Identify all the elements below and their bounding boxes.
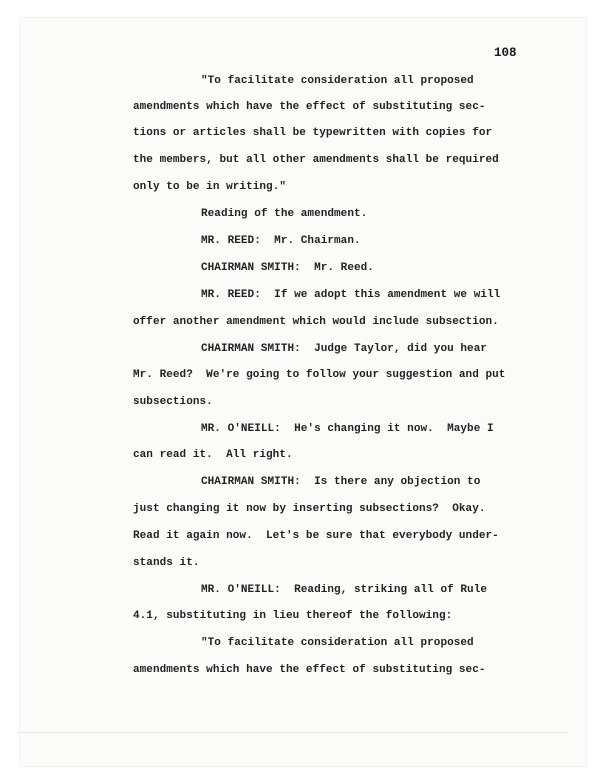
text-line: can read it. All right. [133, 449, 293, 461]
page-number: 108 [494, 46, 517, 60]
text-line: CHAIRMAN SMITH: Is there any objection to [201, 476, 481, 488]
text-line: MR. O'NEILL: Reading, striking all of Rule [201, 584, 487, 596]
text-line: MR. REED: Mr. Chairman. [201, 235, 361, 247]
text-line: MR. O'NEILL: He's changing it now. Maybe I [201, 423, 494, 435]
text-line: 4.1, substituting in lieu thereof the following: [133, 610, 453, 622]
text-line: CHAIRMAN SMITH: Mr. Reed. [201, 262, 374, 274]
text-line: "To facilitate consideration all proposed [201, 75, 474, 87]
text-line: tions or articles shall be typewritten with copies for [133, 127, 493, 139]
text-line: amendments which have the effect of substituting sec- [133, 101, 486, 113]
text-line: stands it. [133, 557, 200, 569]
text-line: the members, but all other amendments shall be required [133, 154, 499, 166]
text-line: MR. REED: If we adopt this amendment we will [201, 289, 501, 301]
text-line: Reading of the amendment. [201, 208, 368, 220]
text-line: subsections. [133, 396, 213, 408]
text-line: CHAIRMAN SMITH: Judge Taylor, did you hear [201, 343, 487, 355]
text-line: Mr. Reed? We're going to follow your suggestion and put [133, 369, 506, 381]
text-line: amendments which have the effect of substituting sec- [133, 664, 486, 676]
text-line: Read it again now. Let's be sure that everybody under- [133, 530, 499, 542]
text-line: just changing it now by inserting subsections? Okay. [133, 503, 486, 515]
text-line: only to be in writing." [133, 181, 286, 193]
text-line: "To facilitate consideration all proposed [201, 637, 474, 649]
text-line: offer another amendment which would include subsection. [133, 316, 499, 328]
page-bottom-edge [18, 732, 568, 733]
